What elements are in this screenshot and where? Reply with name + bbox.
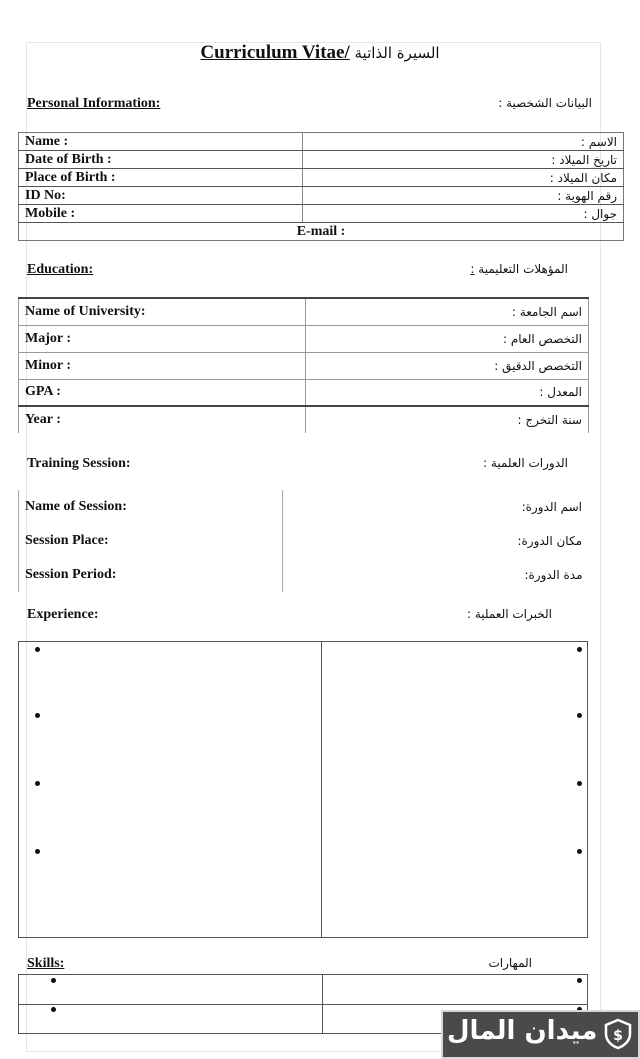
field-label: Name : [19, 133, 303, 151]
personal-heading-en: Personal Information: [27, 96, 161, 111]
field-label: Major : [19, 325, 306, 352]
bullet-icon [51, 978, 56, 983]
education-heading-ar-text: المؤهلات التعليمية [478, 262, 568, 276]
skills-heading-en: Skills: [27, 956, 65, 971]
field-label: Year : [19, 406, 306, 433]
bullet-icon [577, 781, 582, 786]
field-label-ar: الاسم : [303, 133, 624, 151]
field-label-ar: التخصص الدقيق : [306, 352, 589, 379]
experience-heading-en: Experience: [27, 607, 99, 622]
personal-heading-ar: البيانات الشخصية : [498, 96, 592, 110]
bullet-icon [577, 647, 582, 652]
bullet-icon [35, 647, 40, 652]
experience-box [18, 641, 588, 938]
field-label: Name of Session: [19, 490, 283, 524]
table-row [19, 406, 589, 433]
field-label-ar: مدة الدورة: [524, 568, 583, 582]
table-row [19, 352, 589, 379]
training-heading-en: Training Session: [27, 456, 131, 471]
bullet-icon [577, 713, 582, 718]
field-label: Session Period: [19, 558, 283, 592]
field-label-ar: تاريخ الميلاد : [303, 151, 624, 169]
field-label: ID No: [19, 187, 303, 205]
field-label-ar: رقم الهوية : [303, 187, 624, 205]
field-label-ar: التخصص العام : [306, 325, 589, 352]
site-logo [441, 1010, 640, 1059]
field-label-ar: اسم الدورة: [521, 500, 582, 514]
table-row [19, 379, 589, 406]
bullet-icon [577, 978, 582, 983]
table-row [19, 325, 589, 352]
personal-info-table [18, 132, 624, 241]
training-heading-ar: الدورات العلمية : [483, 456, 568, 470]
training-table [18, 490, 589, 592]
field-label-ar: اسم الجامعة : [306, 298, 589, 325]
title-english: Curriculum Vitae/ [200, 42, 350, 63]
experience-heading-ar: الخبرات العملية : [466, 607, 552, 621]
skills-column-divider [322, 975, 323, 1033]
bullet-icon [35, 781, 40, 786]
field-label: GPA : [19, 379, 306, 406]
field-label-ar: جوال : [303, 205, 624, 223]
table-row [19, 205, 624, 223]
field-label-ar: مكان الدورة: [517, 534, 582, 548]
field-label: Name of University: [19, 298, 306, 325]
bullet-icon [35, 713, 40, 718]
field-label: Place of Birth : [19, 169, 303, 187]
bullet-icon [35, 849, 40, 854]
field-label: Mobile : [19, 205, 303, 223]
field-label-ar: سنة التخرج : [517, 413, 582, 427]
education-heading-ar [470, 262, 568, 276]
bullet-icon [51, 1007, 56, 1012]
education-table [18, 297, 589, 433]
table-row [19, 223, 624, 241]
table-row [19, 524, 589, 558]
table-row [19, 187, 624, 205]
field-label: Session Place: [19, 524, 283, 558]
table-row [19, 490, 589, 524]
table-row [19, 558, 589, 592]
table-row [19, 133, 624, 151]
skills-row-divider [19, 1004, 587, 1005]
title-arabic: السيرة الذاتية [354, 44, 440, 62]
email-label: E-mail : [296, 223, 346, 239]
field-label: Date of Birth : [19, 151, 303, 169]
bullet-icon [577, 849, 582, 854]
table-row [19, 298, 589, 325]
document-title [0, 42, 640, 64]
table-row [19, 169, 624, 187]
field-label-ar: المعدل : [306, 379, 589, 406]
education-heading-en: Education: [27, 262, 94, 277]
svg-text:$: $ [613, 1028, 623, 1044]
shield-dollar-icon [602, 1018, 634, 1050]
table-row [19, 151, 624, 169]
logo-text: ميدان المال [447, 1016, 598, 1046]
skills-heading-ar: المهارات [488, 956, 532, 970]
field-label: Minor : [19, 352, 306, 379]
education-heading-ar-colon: : [470, 262, 475, 276]
experience-divider [321, 642, 322, 937]
field-label-ar: مكان الميلاد : [303, 169, 624, 187]
